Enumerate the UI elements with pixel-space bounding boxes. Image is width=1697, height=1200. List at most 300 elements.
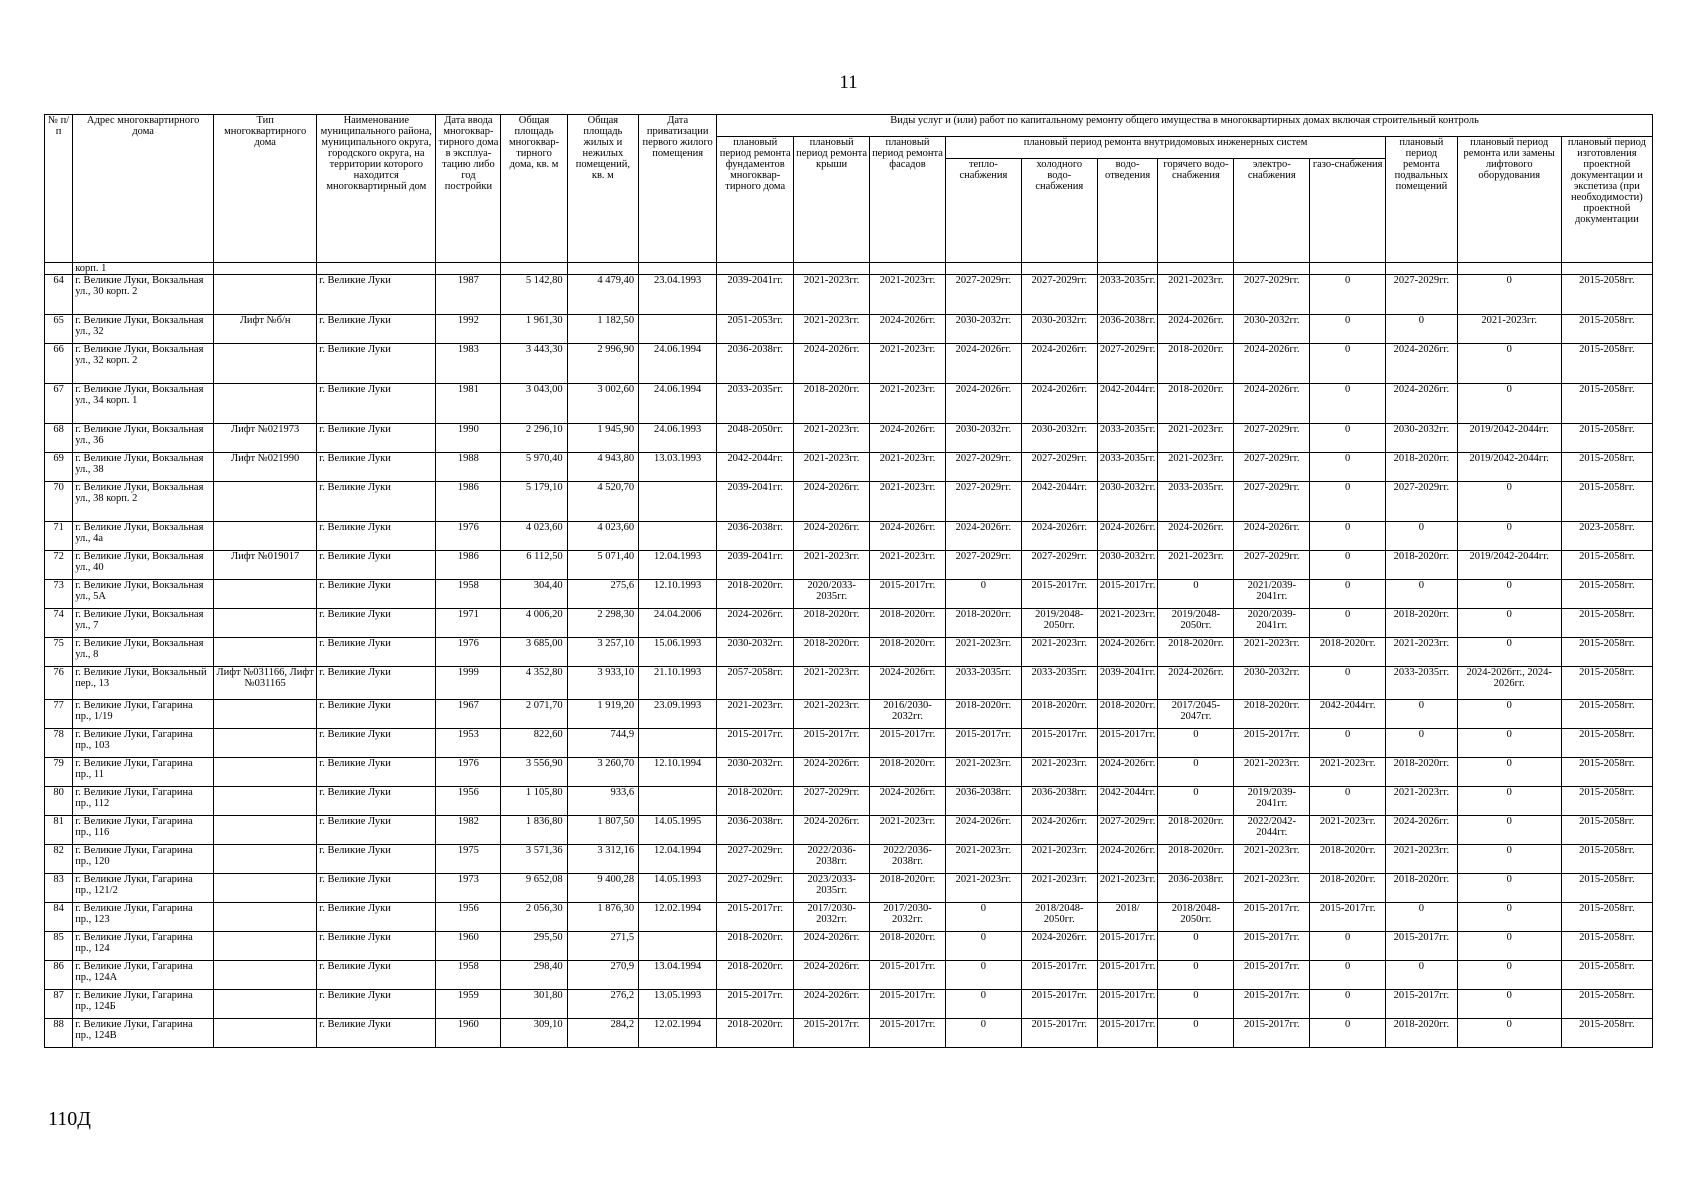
cell-gas: 2018-2020гг. [1310,874,1386,903]
header-privatization-date: Дата приватизации первого жилого помещения [639,115,717,263]
cell-electric: 2015-2017гг. [1234,990,1310,1019]
header-gas: газо-снабжения [1310,159,1386,263]
cell-hot-water: 0 [1158,580,1234,609]
cell-residential-area: 2 298,30 [567,609,639,638]
cell-drainage: 2015-2017гг. [1097,932,1158,961]
cell-electric: 2021-2023гг. [1234,638,1310,667]
cell-elevator: 0 [1457,816,1561,845]
cell-house-type [214,961,317,990]
cell-foundation: 2042-2044гг. [717,453,794,482]
cell-gas: 0 [1310,315,1386,344]
cell-design-docs: 2015-2058гг. [1561,787,1652,816]
cell-address: г. Великие Луки, Вокзальная ул., 40 [73,551,214,580]
table-row [45,453,1653,482]
cell-house-type [214,638,317,667]
cell-heat: 2021-2023гг. [945,638,1021,667]
header-hot-water: горячего водо-снабжения [1158,159,1234,263]
cell-commission-date: 1976 [436,522,501,551]
cell-house-type [214,482,317,522]
cell-cold-water: 2019/2048-2050гг. [1021,609,1097,638]
cell-hot-water: 2018-2020гг. [1158,816,1234,845]
cell-facade: 2024-2026гг. [870,667,946,700]
cell-elevator: 0 [1457,787,1561,816]
cell-house-type [214,609,317,638]
cell-house-type [214,729,317,758]
cell-design-docs: 2015-2058гг. [1561,551,1652,580]
cell-total-area: 309,10 [501,1019,567,1048]
cell-design-docs: 2015-2058гг. [1561,758,1652,787]
header-systems-group: плановый период ремонта внутридомовых инженерных систем [945,137,1385,159]
cell-heat: 2024-2026гг. [945,522,1021,551]
cell-hot-water: 0 [1158,990,1234,1019]
cell-design-docs: 2023-2058гг. [1561,522,1652,551]
cell-design-docs: 2015-2058гг. [1561,609,1652,638]
cell-address: г. Великие Луки, Гагарина пр., 112 [73,787,214,816]
cell-hot-water: 2036-2038гг. [1158,874,1234,903]
cell-number: 72 [45,551,73,580]
cell-number: 83 [45,874,73,903]
cell-electric: 2021-2023гг. [1234,874,1310,903]
cell-privatization-date: 13.05.1993 [639,990,717,1019]
cell-address: г. Великие Луки, Вокзальный пер., 13 [73,667,214,700]
cell-foundation: 2036-2038гг. [717,522,794,551]
cell-number: 88 [45,1019,73,1048]
cell-number: 77 [45,700,73,729]
cell-total-area: 4 006,20 [501,609,567,638]
cell-residential-area: 2 996,90 [567,344,639,384]
cell-foundation: 2027-2029гг. [717,874,794,903]
cell-heat: 2030-2032гг. [945,424,1021,453]
cell-elevator: 0 [1457,874,1561,903]
header-design-docs: плановый период изготовления проектной документации и экспетиза (при необходимости) проектной документации [1561,137,1652,263]
cell-basement: 2021-2023гг. [1386,638,1458,667]
header-basement: плановый период ремонта подвальных помещений [1386,137,1458,263]
cell-drainage: 2015-2017гг. [1097,729,1158,758]
cell-elevator: 2019/2042-2044гг. [1457,551,1561,580]
cell-design-docs: 2015-2058гг. [1561,667,1652,700]
table-row [45,816,1653,845]
cell-drainage: 2021-2023гг. [1097,609,1158,638]
cell-municipality: г. Великие Луки [317,729,436,758]
header-house-type: Тип многоквартирного дома [214,115,317,263]
cell-elevator: 2019/2042-2044гг. [1457,424,1561,453]
cell-commission-date: 1973 [436,874,501,903]
cell-cold-water: 2042-2044гг. [1021,482,1097,522]
cell-municipality: г. Великие Луки [317,816,436,845]
cell-roof: 2024-2026гг. [794,758,870,787]
cell-basement: 0 [1386,961,1458,990]
cell-drainage: 2039-2041гг. [1097,667,1158,700]
cell-commission-date: 1971 [436,609,501,638]
cell-residential-area: 9 400,28 [567,874,639,903]
cell-gas: 2018-2020гг. [1310,845,1386,874]
cell-gas: 0 [1310,729,1386,758]
cell-privatization-date: 23.04.1993 [639,275,717,315]
cell-address: г. Великие Луки, Вокзальная ул., 32 [73,315,214,344]
cell-house-type [214,580,317,609]
cell-gas: 0 [1310,344,1386,384]
cell-facade: 2018-2020гг. [870,758,946,787]
cell-privatization-date: 12.04.1993 [639,551,717,580]
cell-gas: 0 [1310,990,1386,1019]
repair-schedule-table [44,114,1653,1048]
cell-municipality: г. Великие Луки [317,482,436,522]
cell-foundation: 2018-2020гг. [717,1019,794,1048]
cell-privatization-date [639,729,717,758]
cell-gas: 0 [1310,609,1386,638]
cell-municipality: г. Великие Луки [317,580,436,609]
cell-basement: 2024-2026гг. [1386,344,1458,384]
cell-residential-area: 3 312,16 [567,845,639,874]
cell-commission-date: 1976 [436,758,501,787]
cell-privatization-date: 12.04.1994 [639,845,717,874]
cell-address: г. Великие Луки, Гагарина пр., 123 [73,903,214,932]
cell-residential-area: 3 257,10 [567,638,639,667]
cell-roof: 2021-2023гг. [794,453,870,482]
cell-roof: 2015-2017гг. [794,1019,870,1048]
cell-gas: 0 [1310,384,1386,424]
cell-drainage: 2027-2029гг. [1097,816,1158,845]
cell-basement: 2024-2026гг. [1386,384,1458,424]
header-num: № п/п [45,115,73,263]
cell-commission-date: 1956 [436,903,501,932]
cell-hot-water: 2018/2048-2050гг. [1158,903,1234,932]
cell-hot-water: 2021-2023гг. [1158,551,1234,580]
cell-facade: 2021-2023гг. [870,275,946,315]
cell-municipality: г. Великие Луки [317,961,436,990]
cell-residential-area: 1 945,90 [567,424,639,453]
cell-basement: 2018-2020гг. [1386,551,1458,580]
cell-foundation: 2027-2029гг. [717,845,794,874]
cell-foundation: 2021-2023гг. [717,700,794,729]
cell-heat: 2021-2023гг. [945,845,1021,874]
cell-total-area: 6 112,50 [501,551,567,580]
cell-commission-date: 1983 [436,344,501,384]
cell-privatization-date: 14.05.1995 [639,816,717,845]
table-row [45,961,1653,990]
cell-privatization-date: 13.03.1993 [639,453,717,482]
header-works-group: Виды услуг и (или) работ по капитальному ремонту общего имущества в многоквартирных домах включая строительный контроль [717,115,1653,137]
table-row [45,667,1653,700]
cell-total-area: 304,40 [501,580,567,609]
cell-facade: 2021-2023гг. [870,551,946,580]
table-row [45,1019,1653,1048]
cell-municipality: г. Великие Луки [317,845,436,874]
cell-privatization-date: 12.10.1994 [639,758,717,787]
cell-residential-area: 275,6 [567,580,639,609]
cell-drainage: 2015-2017гг. [1097,580,1158,609]
cell-total-area: 3 556,90 [501,758,567,787]
cell-hot-water: 2018-2020гг. [1158,344,1234,384]
cell-roof: 2021-2023гг. [794,315,870,344]
cell-municipality: г. Великие Луки [317,903,436,932]
cell-heat: 2024-2026гг. [945,344,1021,384]
cell-heat: 2015-2017гг. [945,729,1021,758]
cell-design-docs: 2015-2058гг. [1561,580,1652,609]
cell-gas: 2015-2017гг. [1310,903,1386,932]
cell-house-type [214,275,317,315]
cell-design-docs: 2015-2058гг. [1561,482,1652,522]
cell-municipality: г. Великие Луки [317,1019,436,1048]
cell-roof: 2021-2023гг. [794,424,870,453]
cell-address: г. Великие Луки, Гагарина пр., 103 [73,729,214,758]
cell-total-area: 9 652,08 [501,874,567,903]
cell-foundation: 2039-2041гг. [717,275,794,315]
table-row [45,482,1653,522]
cell-privatization-date: 15.06.1993 [639,638,717,667]
cell-total-area: 4 352,80 [501,667,567,700]
cell-roof: 2023/2033-2035гг. [794,874,870,903]
cell-house-type [214,384,317,424]
cell-residential-area: 1 919,20 [567,700,639,729]
cell-elevator: 2019/2042-2044гг. [1457,453,1561,482]
cell-design-docs: 2015-2058гг. [1561,1019,1652,1048]
cell-heat: 0 [945,990,1021,1019]
cell-drainage: 2042-2044гг. [1097,384,1158,424]
cell-facade: 2016/2030-2032гг. [870,700,946,729]
cell-facade: 2022/2036-2038гг. [870,845,946,874]
cell-electric: 2018-2020гг. [1234,700,1310,729]
cell-roof: 2024-2026гг. [794,816,870,845]
cell-cold-water: 2030-2032гг. [1021,315,1097,344]
cell-residential-area: 4 943,80 [567,453,639,482]
cell-design-docs: 2015-2058гг. [1561,729,1652,758]
cell-cold-water: 2027-2029гг. [1021,275,1097,315]
cell-basement: 2018-2020гг. [1386,874,1458,903]
cell-elevator: 0 [1457,482,1561,522]
cell-address: г. Великие Луки, Вокзальная ул., 36 [73,424,214,453]
cell-number: 75 [45,638,73,667]
cell-residential-area: 744,9 [567,729,639,758]
cell-hot-water: 2019/2048-2050гг. [1158,609,1234,638]
cell-facade: 2024-2026гг. [870,787,946,816]
cell-drainage: 2015-2017гг. [1097,990,1158,1019]
cell-commission-date: 1976 [436,638,501,667]
cell-drainage: 2033-2035гг. [1097,453,1158,482]
table-row [45,932,1653,961]
cell-number: 86 [45,961,73,990]
cell-cold-water: 2024-2026гг. [1021,384,1097,424]
cell-municipality: г. Великие Луки [317,609,436,638]
cell-residential-area: 933,6 [567,787,639,816]
header-residential-area: Общая площадь жилых и нежилых помещений, кв. м [567,115,639,263]
cell-privatization-date: 14.05.1993 [639,874,717,903]
cell-total-area: 3 043,00 [501,384,567,424]
cell-residential-area: 1 876,30 [567,903,639,932]
cell-house-type [214,845,317,874]
cell-basement: 2021-2023гг. [1386,845,1458,874]
cell-gas: 0 [1310,961,1386,990]
cell-heat: 0 [945,580,1021,609]
cell-facade: 2015-2017гг. [870,580,946,609]
cell-commission-date: 1959 [436,990,501,1019]
cell-house-type [214,816,317,845]
cell-elevator: 0 [1457,522,1561,551]
cell-cold-water: 2024-2026гг. [1021,344,1097,384]
cell-elevator: 0 [1457,609,1561,638]
cell-house-type: Лифт №б/н [214,315,317,344]
cell-total-area: 4 023,60 [501,522,567,551]
cell-total-area: 1 105,80 [501,787,567,816]
cell-roof: 2024-2026гг. [794,990,870,1019]
cell-commission-date: 1999 [436,667,501,700]
cell-design-docs: 2015-2058гг. [1561,453,1652,482]
cell-roof: 2015-2017гг. [794,729,870,758]
cell-hot-water: 2021-2023гг. [1158,424,1234,453]
cell-residential-area: 271,5 [567,932,639,961]
cell-design-docs: 2015-2058гг. [1561,275,1652,315]
cell-cold-water: 2015-2017гг. [1021,1019,1097,1048]
cell-design-docs: 2015-2058гг. [1561,874,1652,903]
cell-residential-area: 4 479,40 [567,275,639,315]
cell-roof: 2024-2026гг. [794,932,870,961]
cell-foundation: 2018-2020гг. [717,580,794,609]
table-row [45,580,1653,609]
cell-electric: 2015-2017гг. [1234,903,1310,932]
cell-privatization-date: 12.10.1993 [639,580,717,609]
cell-municipality: г. Великие Луки [317,667,436,700]
cell-municipality: г. Великие Луки [317,932,436,961]
cell-number: 85 [45,932,73,961]
cell-privatization-date: 24.04.2006 [639,609,717,638]
cell-heat: 2030-2032гг. [945,315,1021,344]
cell-basement: 2030-2032гг. [1386,424,1458,453]
table-row [45,638,1653,667]
cell-drainage: 2024-2026гг. [1097,522,1158,551]
cell-address: г. Великие Луки, Гагарина пр., 11 [73,758,214,787]
continuation-text: корп. 1 [73,263,214,275]
cell-cold-water: 2021-2023гг. [1021,845,1097,874]
cell-privatization-date: 24.06.1994 [639,344,717,384]
cell-heat: 2018-2020гг. [945,700,1021,729]
cell-number: 67 [45,384,73,424]
cell-facade: 2021-2023гг. [870,384,946,424]
cell-total-area: 301,80 [501,990,567,1019]
cell-basement: 2021-2023гг. [1386,787,1458,816]
cell-electric: 2027-2029гг. [1234,275,1310,315]
cell-total-area: 822,60 [501,729,567,758]
cell-number: 66 [45,344,73,384]
cell-privatization-date: 13.04.1994 [639,961,717,990]
cell-number: 68 [45,424,73,453]
cell-facade: 2015-2017гг. [870,1019,946,1048]
cell-basement: 0 [1386,522,1458,551]
cell-roof: 2024-2026гг. [794,961,870,990]
cell-municipality: г. Великие Луки [317,874,436,903]
cell-number: 87 [45,990,73,1019]
cell-elevator: 0 [1457,344,1561,384]
cell-electric: 2027-2029гг. [1234,482,1310,522]
cell-elevator: 0 [1457,1019,1561,1048]
cell-address: г. Великие Луки, Вокзальная ул., 38 [73,453,214,482]
cell-commission-date: 1958 [436,961,501,990]
cell-privatization-date [639,315,717,344]
cell-foundation: 2030-2032гг. [717,758,794,787]
cell-cold-water: 2024-2026гг. [1021,522,1097,551]
cell-heat: 0 [945,932,1021,961]
cell-gas: 2018-2020гг. [1310,638,1386,667]
cell-municipality: г. Великие Луки [317,424,436,453]
cell-basement: 2027-2029гг. [1386,275,1458,315]
cell-number: 79 [45,758,73,787]
cell-municipality: г. Великие Луки [317,700,436,729]
cell-number: 65 [45,315,73,344]
cell-elevator: 0 [1457,961,1561,990]
cell-number: 78 [45,729,73,758]
cell-drainage: 2033-2035гг. [1097,275,1158,315]
cell-privatization-date: 23.09.1993 [639,700,717,729]
cell-elevator: 0 [1457,932,1561,961]
cell-drainage: 2024-2026гг. [1097,845,1158,874]
cell-drainage: 2042-2044гг. [1097,787,1158,816]
cell-roof: 2024-2026гг. [794,522,870,551]
cell-total-area: 2 296,10 [501,424,567,453]
cell-basement: 2027-2029гг. [1386,482,1458,522]
cell-facade: 2017/2030-2032гг. [870,903,946,932]
cell-commission-date: 1982 [436,816,501,845]
header-heat: тепло-снабжения [945,159,1021,263]
cell-foundation: 2051-2053гг. [717,315,794,344]
cell-basement: 2018-2020гг. [1386,453,1458,482]
cell-commission-date: 1975 [436,845,501,874]
cell-gas: 0 [1310,787,1386,816]
table-row [45,990,1653,1019]
cell-facade: 2018-2020гг. [870,932,946,961]
header-drainage: водо-отведения [1097,159,1158,263]
header-elevator: плановый период ремонта или замены лифтового оборудования [1457,137,1561,263]
header-roof: плановый период ремонта крыши [794,137,870,263]
cell-residential-area: 5 071,40 [567,551,639,580]
cell-residential-area: 4 520,70 [567,482,639,522]
cell-facade: 2024-2026гг. [870,315,946,344]
cell-residential-area: 3 933,10 [567,667,639,700]
cell-elevator: 0 [1457,903,1561,932]
cell-municipality: г. Великие Луки [317,787,436,816]
cell-heat: 0 [945,903,1021,932]
cell-roof: 2021-2023гг. [794,275,870,315]
header-facade: плановый период ремонта фасадов [870,137,946,263]
table-row [45,787,1653,816]
cell-drainage: 2024-2026гг. [1097,638,1158,667]
cell-foundation: 2015-2017гг. [717,729,794,758]
cell-electric: 2021/2039-2041гг. [1234,580,1310,609]
cell-hot-water: 0 [1158,758,1234,787]
cell-heat: 2027-2029гг. [945,453,1021,482]
cell-residential-area: 3 002,60 [567,384,639,424]
cell-foundation: 2015-2017гг. [717,903,794,932]
cell-elevator: 0 [1457,758,1561,787]
cell-drainage: 2015-2017гг. [1097,1019,1158,1048]
cell-drainage: 2018-2020гг. [1097,700,1158,729]
cell-residential-area: 284,2 [567,1019,639,1048]
cell-number: 84 [45,903,73,932]
cell-electric: 2027-2029гг. [1234,424,1310,453]
cell-address: г. Великие Луки, Вокзальная ул., 4а [73,522,214,551]
cell-number: 76 [45,667,73,700]
table-row [45,758,1653,787]
cell-hot-water: 2021-2023гг. [1158,453,1234,482]
cell-facade: 2018-2020гг. [870,638,946,667]
cell-basement: 2024-2026гг. [1386,816,1458,845]
cell-elevator: 0 [1457,990,1561,1019]
cell-cold-water: 2018-2020гг. [1021,700,1097,729]
cell-total-area: 2 056,30 [501,903,567,932]
cell-drainage: 2030-2032гг. [1097,482,1158,522]
continuation-row [45,263,1653,275]
page-number: 11 [839,72,858,93]
cell-address: г. Великие Луки, Гагарина пр., 1/19 [73,700,214,729]
cell-privatization-date: 24.06.1994 [639,384,717,424]
